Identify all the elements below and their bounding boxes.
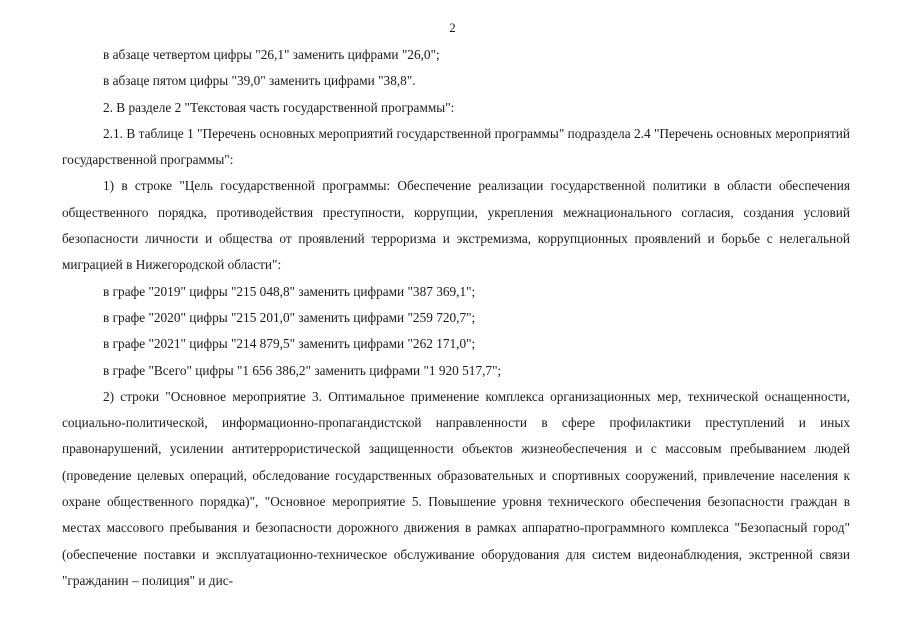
- paragraph-4th-clause: в абзаце четвертом цифры "26,1" заменить цифрами "26,0";: [103, 47, 440, 62]
- document-body: [62, 42, 850, 594]
- paragraph-2-activities: 2) строки "Основное мероприятие 3. Оптимальное применение комплекса организационных мер, технической оснащенности, социально-политической, информационно-пропагандистской направленности в сфере профилактики преступлений и иных правонарушений, усилении антитеррористической защищенности объектов жизнеобеспечения и с массовым пребыванием людей (проведение целевых операций, обследование государственных образовательных и спортивных сооружений, привлечение населения к охране общественного порядка)", "Основное мероприятие 5. Повышение уровня технического обеспечения безопасности граждан в местах массового пребывания и безопасности дорожного движения в рамках аппаратно-программного комплекса "Безопасный город" (обеспечение поставки и эксплуатационно-техническое обслуживание оборудования для систем видеонаблюдения, экстренной связи "гражданин – полиция" и дис-: [62, 388, 850, 588]
- paragraph-section-2: 2. В разделе 2 "Текстовая часть государственной программы":: [103, 99, 455, 115]
- paragraph-column-total: в графе "Всего" цифры "1 656 386,2" заменить цифрами "1 920 517,7";: [103, 362, 502, 378]
- paragraph-column-2020: в графе "2020" цифры "215 201,0" заменить цифрами "259 720,7";: [103, 309, 476, 325]
- paragraph-2-1-table-1: 2.1. В таблице 1 "Перечень основных мероприятий государственной программы" подраздела 2.4 "Перечень основных мероприятий государственной программы":: [62, 125, 850, 168]
- paragraph-1-program-goal: 1) в строке "Цель государственной программы: Обеспечение реализации государственной политики в области обеспечения общественного порядка, противодействия преступности, коррупции, укрепления межнационального согласия, создания условий безопасности личности и общества от проявлений терроризма и экстремизма, коррупционных проявлений и борьбе с нелегальной миграцией в Нижегородской области":: [62, 178, 850, 273]
- page-number: 2: [449, 20, 456, 35]
- paragraph-5th-clause: в абзаце пятом цифры "39,0" заменить цифрами "38,8".: [103, 73, 416, 89]
- paragraph-column-2021: в графе "2021" цифры "214 879,5" заменить цифрами "262 171,0";: [103, 336, 476, 352]
- paragraph-column-2019: в графе "2019" цифры "215 048,8" заменить цифрами "387 369,1";: [103, 283, 476, 299]
